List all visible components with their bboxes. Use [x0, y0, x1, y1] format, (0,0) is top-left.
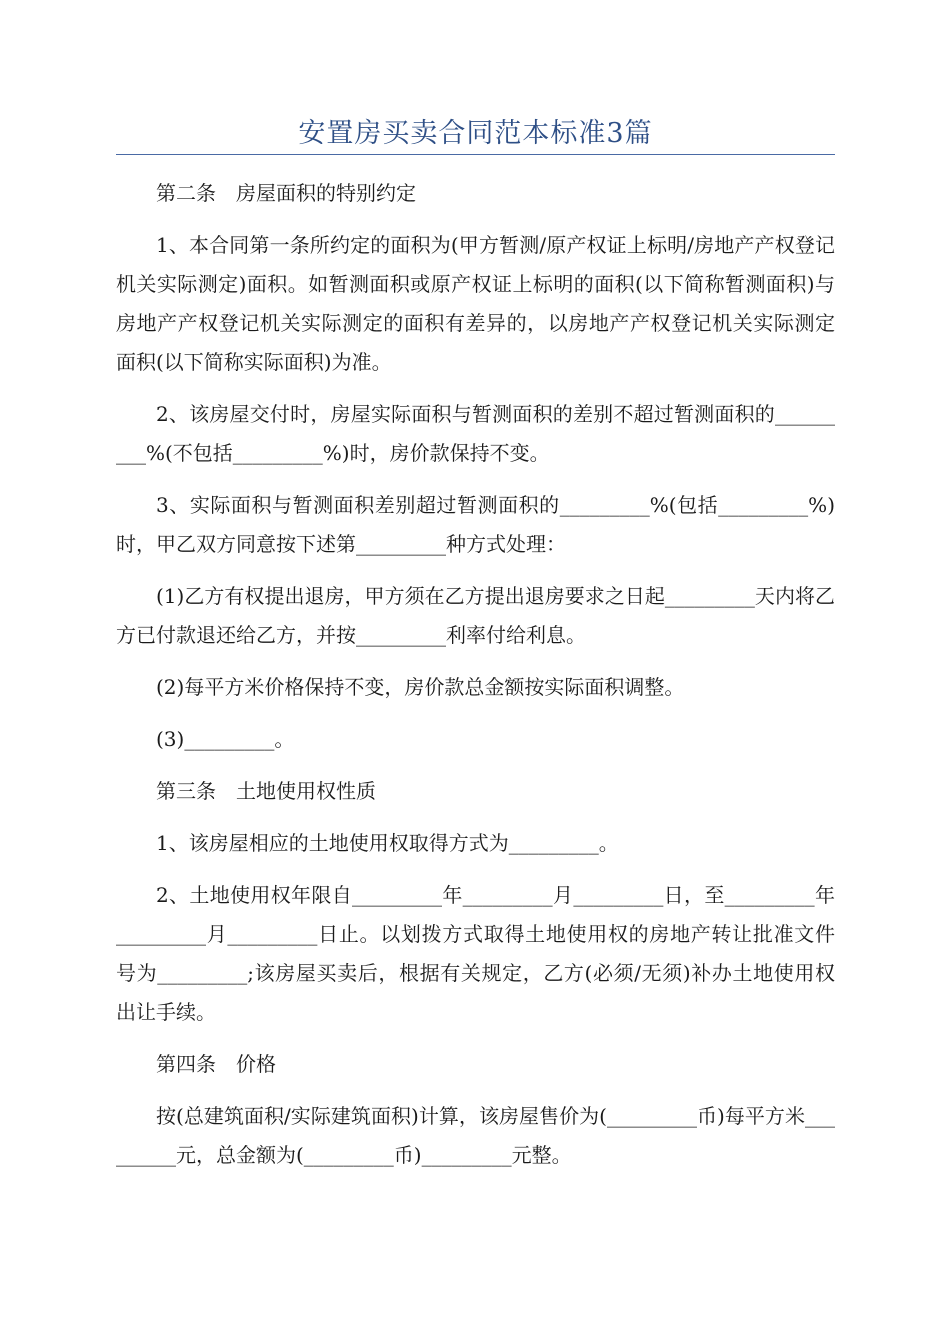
paragraph: 2、土地使用权年限自_________年_________月_________日，至_________年_________月_________日止。以划拨方式取得土地使用权的房地产转让批准文件号为_________;该房屋买卖后，根据有关规定，乙方(必须/无须)补办土地使用权出让手续。 [116, 883, 835, 1024]
paragraph: (2)每平方米价格保持不变，房价款总金额按实际面积调整。 [156, 675, 685, 699]
paragraph: 1、该房屋相应的土地使用权取得方式为_________。 [156, 831, 619, 855]
title-underline [116, 154, 835, 155]
paragraph: 3、实际面积与暂测面积差别超过暂测面积的_________%(包括_________%)时，甲乙双方同意按下述第_________种方式处理： [116, 493, 835, 556]
section-heading-article-4: 第四条 价格 [156, 1052, 276, 1076]
paragraph: 按(总建筑面积/实际建筑面积)计算，该房屋售价为(_________币)每平方米_________元，总金额为(_________币)_________元整。 [116, 1104, 835, 1167]
section-heading-article-2: 第二条 房屋面积的特别约定 [156, 181, 416, 205]
paragraph: 1、本合同第一条所约定的面积为(甲方暂测/原产权证上标明/房地产产权登记机关实际测定)面积。如暂测面积或原产权证上标明的面积(以下简称暂测面积)与房地产产权登记机关实际测定的面积有差异的，以房地产产权登记机关实际测定面积(以下简称实际面积)为准。 [116, 233, 835, 374]
section-heading-article-3: 第三条 土地使用权性质 [156, 779, 376, 803]
paragraph: (1)乙方有权提出退房，甲方须在乙方提出退房要求之日起_________天内将乙方已付款退还给乙方，并按_________利率付给利息。 [116, 584, 835, 647]
paragraph: (3)_________。 [156, 727, 295, 751]
paragraph: 2、该房屋交付时，房屋实际面积与暂测面积的差别不超过暂测面积的_________%(不包括_________%)时，房价款保持不变。 [116, 402, 835, 465]
document-title: 安置房买卖合同范本标准3篇 [298, 118, 653, 149]
document-body [116, 174, 835, 1188]
